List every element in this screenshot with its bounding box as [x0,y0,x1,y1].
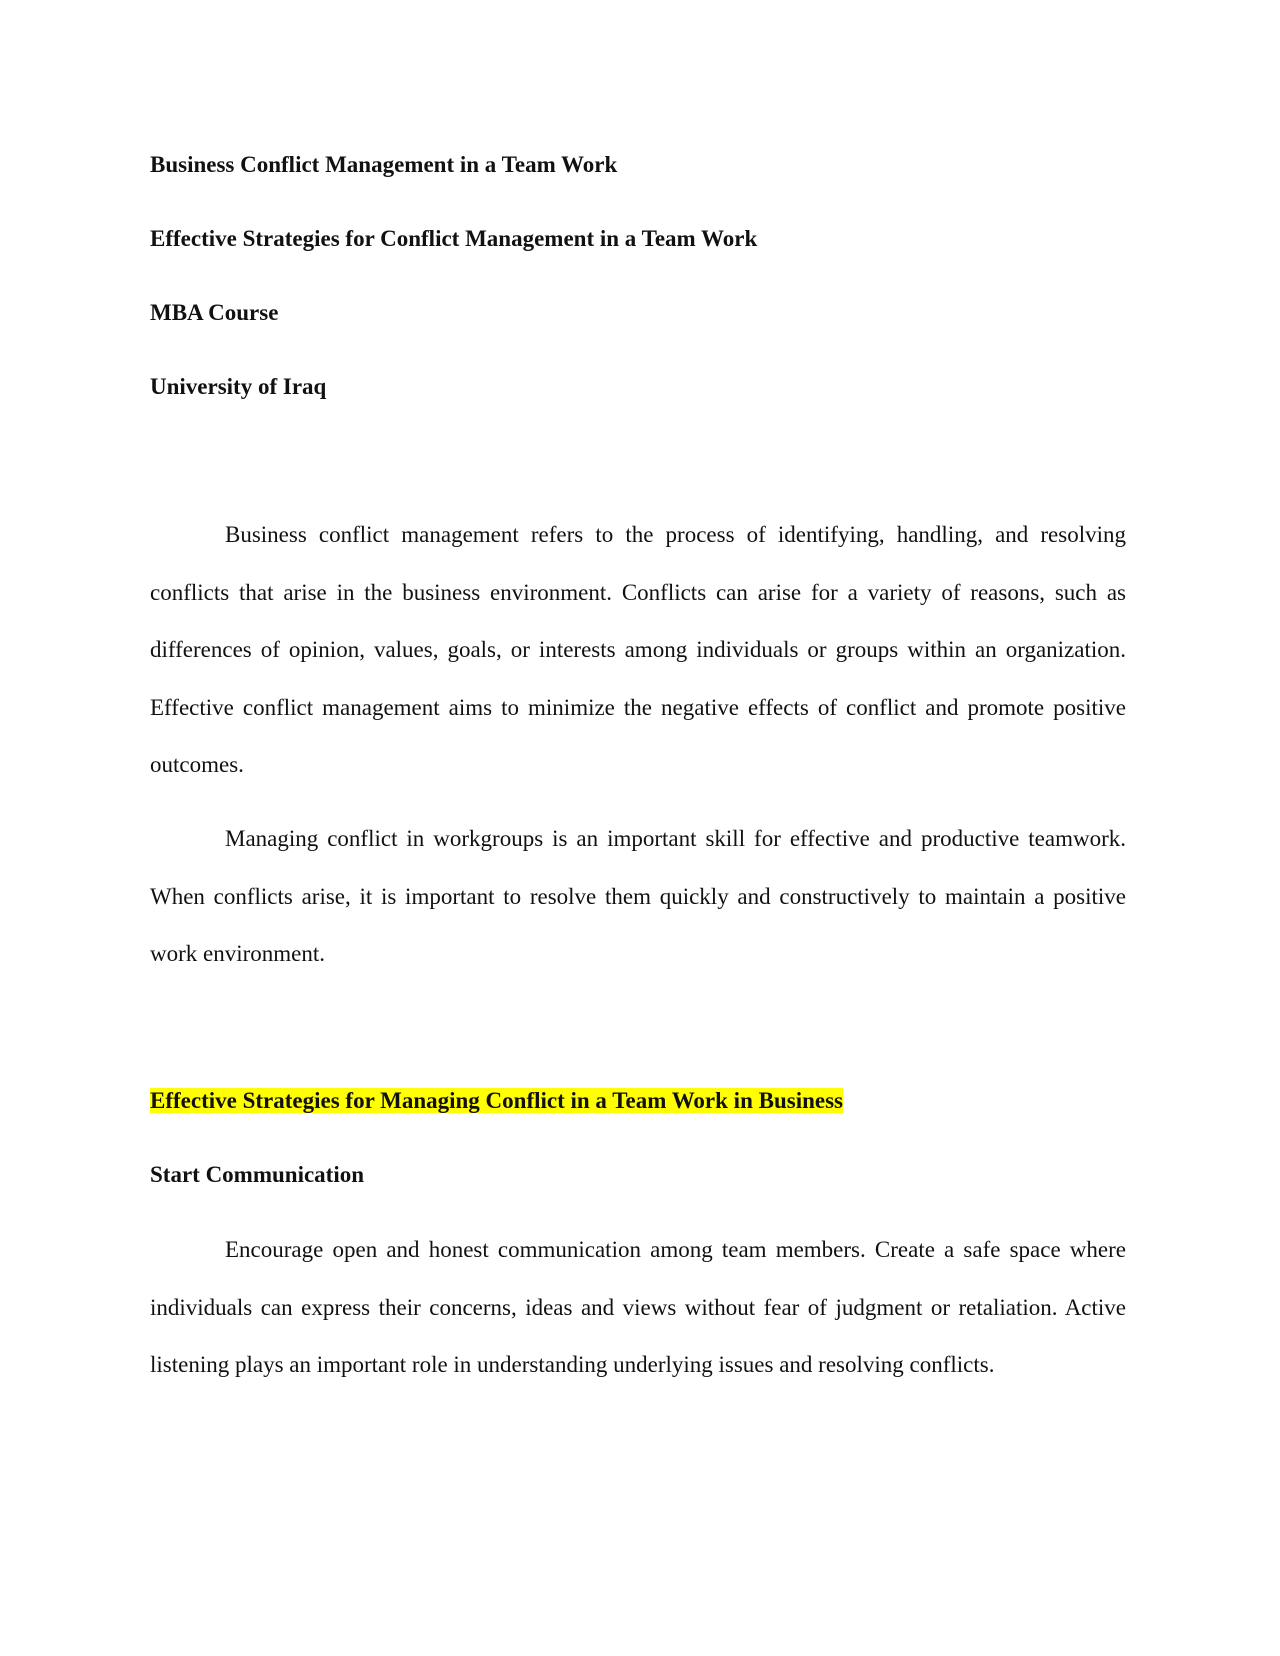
intro-paragraph-2: Managing conflict in workgroups is an important skill for effective and productive teamwork. When conflicts arise, it is important to resolve them quickly and constructively to maintain a positive work environment. [150,826,1126,967]
document-title: Business Conflict Management in a Team Work [150,152,618,177]
section-heading-highlighted: Effective Strategies for Managing Conflict in a Team Work in Business [150,1088,843,1113]
subsection-paragraph: Encourage open and honest communication among team members. Create a safe space where individuals can express their concerns, ideas and views without fear of judgment or retaliation. Active listening plays an important role in understanding underlying issues and resolving conflicts. [150,1237,1126,1378]
university-name: University of Iraq [150,374,327,399]
course-name: MBA Course [150,300,279,325]
section-heading-row [150,1086,1126,1116]
intro-paragraph-1: Business conflict management refers to the process of identifying, handling, and resolving conflicts that arise in the business environment. Conflicts can arise for a variety of reasons, such as differences of opinion, values, goals, or interests among individuals or groups within an organization. Effective conflict management aims to minimize the negative effects of conflict and promote positive outcomes. [150,522,1126,778]
document-subtitle: Effective Strategies for Conflict Management in a Team Work [150,226,758,251]
subsection-heading: Start Communication [150,1162,365,1187]
